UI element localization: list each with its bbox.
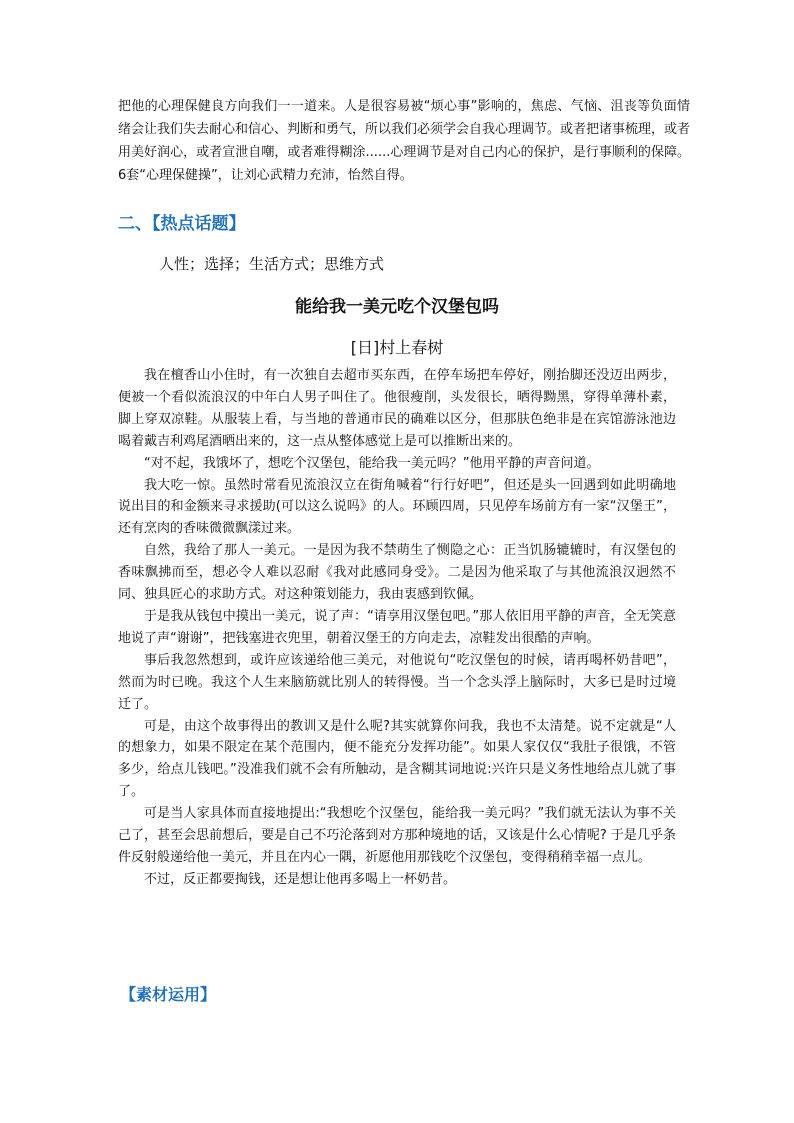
section-heading-material: 【素材运用】	[120, 985, 217, 1004]
article-paragraph: 可是当人家具体而直接地提出:“我想吃个汉堡包，能给我一美元吗？”我们就无法认为事不关己了，甚至会思前想后，要是自己不巧沦落到对方那种境地的话，又该是什么心情呢? 于是几乎条件反射般递给他一美元，并且在内心一隅，祈愿他用那钱吃个汉堡包，变得稍稍幸福一点儿。	[118, 806, 676, 865]
article-paragraph: 事后我忽然想到，或许应该递给他三美元，对他说句“吃汉堡包的时候，请再喝杯奶昔吧”，然而为时已晚。我这个人生来脑筋就比别人的转得慢。当一个念头浮上脑际时，大多已是时过境迁了。	[118, 652, 676, 712]
article-paragraph: 我大吃一惊。虽然时常看见流浪汉立在街角喊着“行行好吧”，但还是头一回遇到如此明确地说出目的和金额来寻求援助(可以这么说吗》的人。环顾四周，只见停车场前方有一家“汉堡王”，还有烹肉的香味微微飘漾过来。	[118, 477, 676, 537]
intro-paragraph: 把他的心理保健良方向我们一一道来。人是很容易被“烦心事”影响的，焦虑、气恼、沮丧等负面情绪会让我们失去耐心和信心、判断和勇气，所以我们必须学会自我心理调节。或者把诸事梳理，或者用美好润心，或者宣泄自嘲，或者难得糊涂......心理调节是对自己内心的保护，是行事顺利的保障。6套“心理保健操”，让刘心武精力充沛，怡然自得。	[118, 99, 691, 183]
article-body	[118, 365, 676, 891]
article-paragraph: 可是，由这个故事得出的教训又是什么呢?其实就算你问我，我也不太清楚。说不定就是“人的想象力，如果不限定在某个范围内，便不能充分发挥功能”。如果人家仅仅“我肚子很饿，不管多少，给点儿钱吧。”没准我们就不会有所触动，是含糊其词地说:兴许只是义务性地给点儿就了事了。	[118, 718, 676, 800]
article-title: 能给我一美元吃个汉堡包吗	[295, 297, 499, 317]
article-paragraph: 不过，反正都要掏钱，还是想让他再多喝上一杯奶昔。	[144, 871, 457, 887]
article-paragraph: 我在檀香山小住时，有一次独自去超市买东西，在停车场把车停好，刚抬脚还没迈出两步，便被一个看似流浪汉的中年白人男子叫住了。他很瘦削，头发很长，晒得黝黑，穿得单薄朴素，脚上穿双凉鞋。从服装上看，与当地的普通市民的确难以区分，但那肤色绝非是在宾馆游泳池边喝着戴吉利鸡尾酒晒出来的，这一点从整体感觉上是可以推断出来的。	[118, 368, 676, 449]
article-paragraph: 自然，我给了那人一美元。一是因为我不禁萌生了恻隐之心：正当饥肠辘辘时，有汉堡包的香味飘拂而至，想必令人难以忍耐《我对此感同身受》。二是因为他采取了与其他流浪汉迥然不同、独具匠心的求助方式。对这种策划能力，我由衷感到钦佩。	[118, 543, 676, 603]
article-paragraph: “对不起，我饿坏了，想吃个汉堡包，能给我一美元吗？”他用平静的声音问道。	[144, 455, 600, 471]
topic-keywords: 人性；选择；生活方式；思维方式	[159, 255, 385, 273]
article-paragraph: 于是我从钱包中摸出一美元，说了声：“请享用汉堡包吧。”那人依旧用平静的声音，全无笑意地说了声“谢谢”，把钱塞进衣兜里，朝着汉堡王的方向走去，凉鞋发出很酷的声响。	[118, 608, 676, 646]
section-heading-hot-topics: 二、【热点话题】	[118, 214, 246, 234]
article-author: [日]村上春树	[350, 338, 444, 357]
